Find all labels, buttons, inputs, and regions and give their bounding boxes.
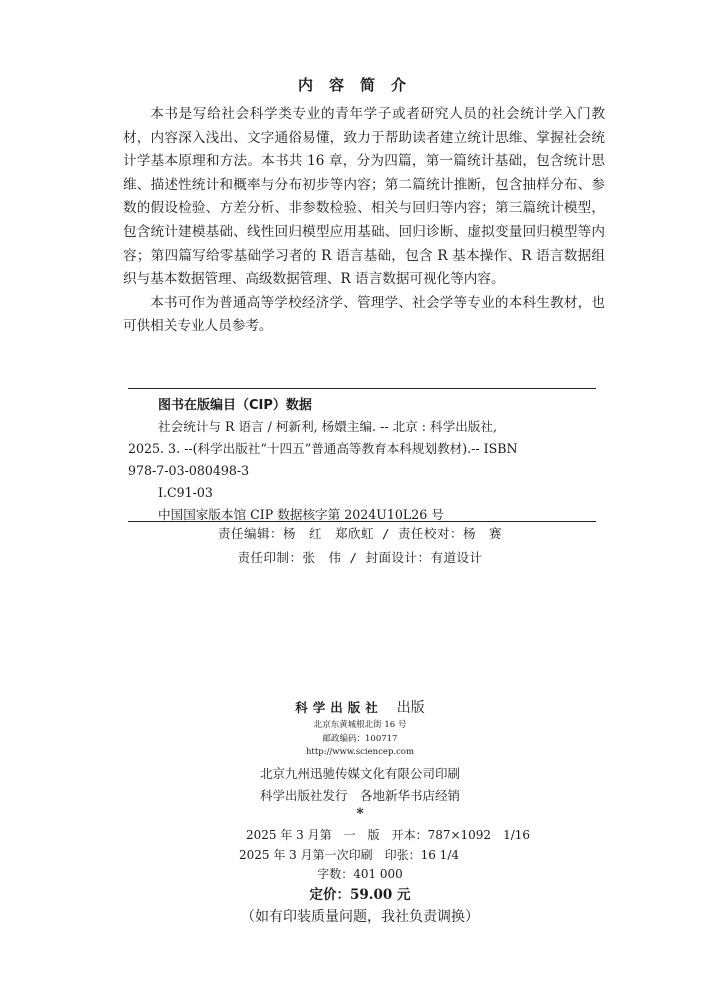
publisher-address: 北京东黄城根北街 16 号 (313, 720, 407, 730)
cip-bottom-rule (128, 521, 596, 522)
publisher-logo-suffix: 出版 (396, 700, 425, 716)
cip-line: 社会统计与 R 语言 / 柯新利, 杨嬛主编. -- 北京 : 科学出版社, (158, 419, 497, 434)
printer-line: 北京九州迅驰传媒文化有限公司印刷 (259, 766, 460, 781)
separator-mark: * (356, 806, 364, 822)
summary-paragraph: 本书可作为普通高等学校经济学、管理学、社会学等专业的本科生教材，也可供相关专业人员参考。 (123, 294, 605, 335)
cip-classification: Ⅰ.C91-03 (158, 485, 213, 500)
quality-notice: （如有印装质量问题，我社负责调换） (241, 909, 479, 925)
cip-isbn: 978-7-03-080498-3 (128, 463, 250, 478)
cip-verification: 中国国家版本馆 CIP 数据核字第 2024U10L26 号 (158, 507, 444, 522)
publisher-logo-row (0, 697, 720, 717)
publisher-logo: 科学出版社 (295, 700, 383, 715)
distribution-line: 科学出版社发行 各地新华书店经销 (259, 788, 460, 803)
summary-paragraph: 本书是写给社会科学类专业的青年学子或者研究人员的社会统计学入门教材，内容深入浅出、文字通俗易懂，致力于帮助读者建立统计思维、掌握社会统计学基本原理和方法。本书共 16 章，分为四篇，第一篇统计基础，包含统计思维、描述性统计和概率与分布初步等内容；第二篇统计推断，包含抽样分布、参数的假设检验、方差分析、非参数检验、相关与回归等内容；第三篇统计模型，包含统计建模基础、线性回归模型应用基础、回归诊断、虚拟变量回归模型等内容；第四篇写给零基础学习者的 R 语言基础，包含 R 基本操作、R 语言数据组织与基本数据管理、高级数据管理、R 语言数据可视化等内容。 (123, 106, 605, 288)
publisher-website: http://www.sciencep.com (305, 747, 415, 757)
price: 定价：59.00 元 (309, 887, 411, 903)
word-count: 字数：401 000 (317, 867, 403, 881)
cip-top-rule (128, 388, 596, 389)
production-credits: 责任印制：张 伟 / 封面设计：有道设计 (237, 550, 483, 565)
cip-heading: 图书在版编目（CIP）数据 (158, 398, 312, 413)
edition-line: 2025 年 3 月第 一 版 开本：787×1092 1/16 (245, 828, 531, 842)
summary-text (123, 103, 605, 339)
publisher-postcode: 邮政编码：100717 (322, 734, 398, 744)
cip-line: 2025. 3. --(科学出版社“十四五”普通高等教育本科规划教材).-- ISBN (128, 441, 518, 456)
summary-title: 内容简介 (297, 76, 422, 94)
cip-record (128, 416, 596, 526)
editor-credits: 责任编辑：杨 红 郑欣虹 / 责任校对：杨 赛 (217, 526, 503, 541)
printing-line: 2025 年 3 月第一次印刷 印张：16 1/4 (238, 848, 459, 862)
